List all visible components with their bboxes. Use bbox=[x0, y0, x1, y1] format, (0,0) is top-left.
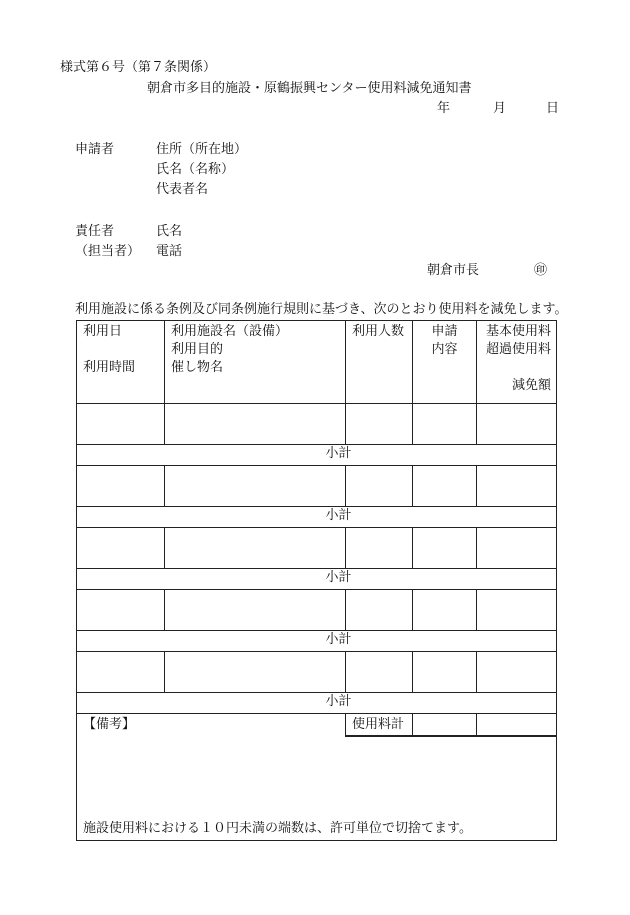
responsible-label: 責任者 bbox=[75, 224, 115, 239]
subtotal-label: 小計 bbox=[325, 570, 352, 585]
fee-cell[interactable] bbox=[477, 528, 557, 569]
remarks-cell[interactable] bbox=[77, 737, 557, 841]
header-people-count: 利用人数 bbox=[352, 324, 405, 339]
subtotal-cell bbox=[77, 445, 557, 466]
table-row bbox=[77, 528, 557, 569]
date-day: 日 bbox=[546, 101, 560, 116]
seal-mark: ㊞ bbox=[534, 263, 548, 278]
fee-reduction-table bbox=[76, 320, 557, 841]
header-usage-date: 利用日 bbox=[83, 324, 123, 339]
subtotal-row bbox=[77, 445, 557, 466]
applicant-representative-label: 代表者名 bbox=[156, 182, 209, 197]
table-row bbox=[77, 404, 557, 445]
header-request-content: 内容 bbox=[431, 342, 458, 357]
header-people-cell bbox=[346, 321, 413, 404]
applicant-address-label: 住所（所在地） bbox=[156, 142, 248, 157]
subtotal-cell bbox=[77, 693, 557, 714]
header-facility-name: 利用施設名（設備） bbox=[171, 324, 289, 339]
subtotal-label: 小計 bbox=[325, 446, 352, 461]
remarks-divider bbox=[345, 735, 557, 736]
header-event-name: 催し物名 bbox=[171, 360, 224, 375]
table-header-row bbox=[77, 321, 557, 404]
subtotal-label: 小計 bbox=[325, 694, 352, 709]
request-cell[interactable] bbox=[413, 652, 477, 693]
subtotal-label: 小計 bbox=[325, 508, 352, 523]
people-cell[interactable] bbox=[346, 590, 413, 631]
people-cell[interactable] bbox=[346, 404, 413, 445]
fee-cell[interactable] bbox=[477, 404, 557, 445]
request-cell[interactable] bbox=[413, 466, 477, 507]
people-cell[interactable] bbox=[346, 466, 413, 507]
date-cell[interactable] bbox=[77, 528, 165, 569]
facility-cell[interactable] bbox=[165, 652, 346, 693]
applicant-label: 申請者 bbox=[75, 142, 115, 157]
header-purpose: 利用目的 bbox=[171, 342, 224, 357]
fee-cell[interactable] bbox=[477, 652, 557, 693]
request-cell[interactable] bbox=[413, 404, 477, 445]
table-row bbox=[77, 590, 557, 631]
header-fee-cell bbox=[477, 321, 557, 404]
request-cell[interactable] bbox=[413, 528, 477, 569]
header-date-cell bbox=[77, 321, 165, 404]
document-title: 朝倉市多目的施設・原鶴振興センター使用料減免通知書 bbox=[147, 81, 472, 96]
subtotal-cell bbox=[77, 507, 557, 528]
date-cell[interactable] bbox=[77, 652, 165, 693]
date-cell[interactable] bbox=[77, 590, 165, 631]
request-cell[interactable] bbox=[413, 590, 477, 631]
header-facility-cell bbox=[165, 321, 346, 404]
responsible-sublabel: （担当者） bbox=[75, 244, 141, 259]
remarks-row bbox=[77, 737, 557, 841]
total-row bbox=[77, 714, 557, 737]
table-row bbox=[77, 652, 557, 693]
total-value-cell[interactable] bbox=[413, 714, 477, 737]
header-reduction-amount: 減免額 bbox=[511, 378, 551, 393]
date-cell[interactable] bbox=[77, 404, 165, 445]
total-extra-cell[interactable] bbox=[477, 714, 557, 737]
facility-cell[interactable] bbox=[165, 466, 346, 507]
issuer-title: 朝倉市長 bbox=[427, 263, 480, 278]
date-year: 年 bbox=[437, 101, 451, 116]
fee-cell[interactable] bbox=[477, 590, 557, 631]
intro-text: 利用施設に係る条例及び同条例施行規則に基づき、次のとおり使用料を減免します。 bbox=[75, 302, 568, 317]
fee-cell[interactable] bbox=[477, 466, 557, 507]
facility-cell[interactable] bbox=[165, 590, 346, 631]
subtotal-row bbox=[77, 631, 557, 652]
subtotal-row bbox=[77, 507, 557, 528]
remarks-label: 【備考】 bbox=[83, 717, 136, 732]
subtotal-cell bbox=[77, 569, 557, 590]
responsible-phone-label: 電話 bbox=[156, 244, 183, 259]
people-cell[interactable] bbox=[346, 652, 413, 693]
subtotal-row bbox=[77, 693, 557, 714]
header-usage-time: 利用時間 bbox=[83, 360, 136, 375]
total-fee-label: 使用料計 bbox=[352, 717, 405, 732]
subtotal-row bbox=[77, 569, 557, 590]
subtotal-label: 小計 bbox=[325, 632, 352, 647]
date-month: 月 bbox=[493, 101, 507, 116]
subtotal-cell bbox=[77, 631, 557, 652]
remarks-header-cell bbox=[77, 714, 346, 737]
people-cell[interactable] bbox=[346, 528, 413, 569]
date-cell[interactable] bbox=[77, 466, 165, 507]
form-number: 様式第６号（第７条関係） bbox=[60, 60, 217, 75]
table-row bbox=[77, 466, 557, 507]
header-request-cell bbox=[413, 321, 477, 404]
applicant-name-label: 氏名（名称） bbox=[156, 162, 235, 177]
header-basic-fee: 基本使用料 bbox=[485, 324, 551, 339]
rounding-note: 施設使用料における１０円未満の端数は、許可単位で切捨てます。 bbox=[83, 821, 472, 836]
header-excess-fee: 超過使用料 bbox=[485, 342, 551, 357]
facility-cell[interactable] bbox=[165, 404, 346, 445]
header-request: 申請 bbox=[431, 324, 458, 339]
responsible-name-label: 氏名 bbox=[156, 224, 183, 239]
total-label-cell bbox=[346, 714, 413, 737]
facility-cell[interactable] bbox=[165, 528, 346, 569]
